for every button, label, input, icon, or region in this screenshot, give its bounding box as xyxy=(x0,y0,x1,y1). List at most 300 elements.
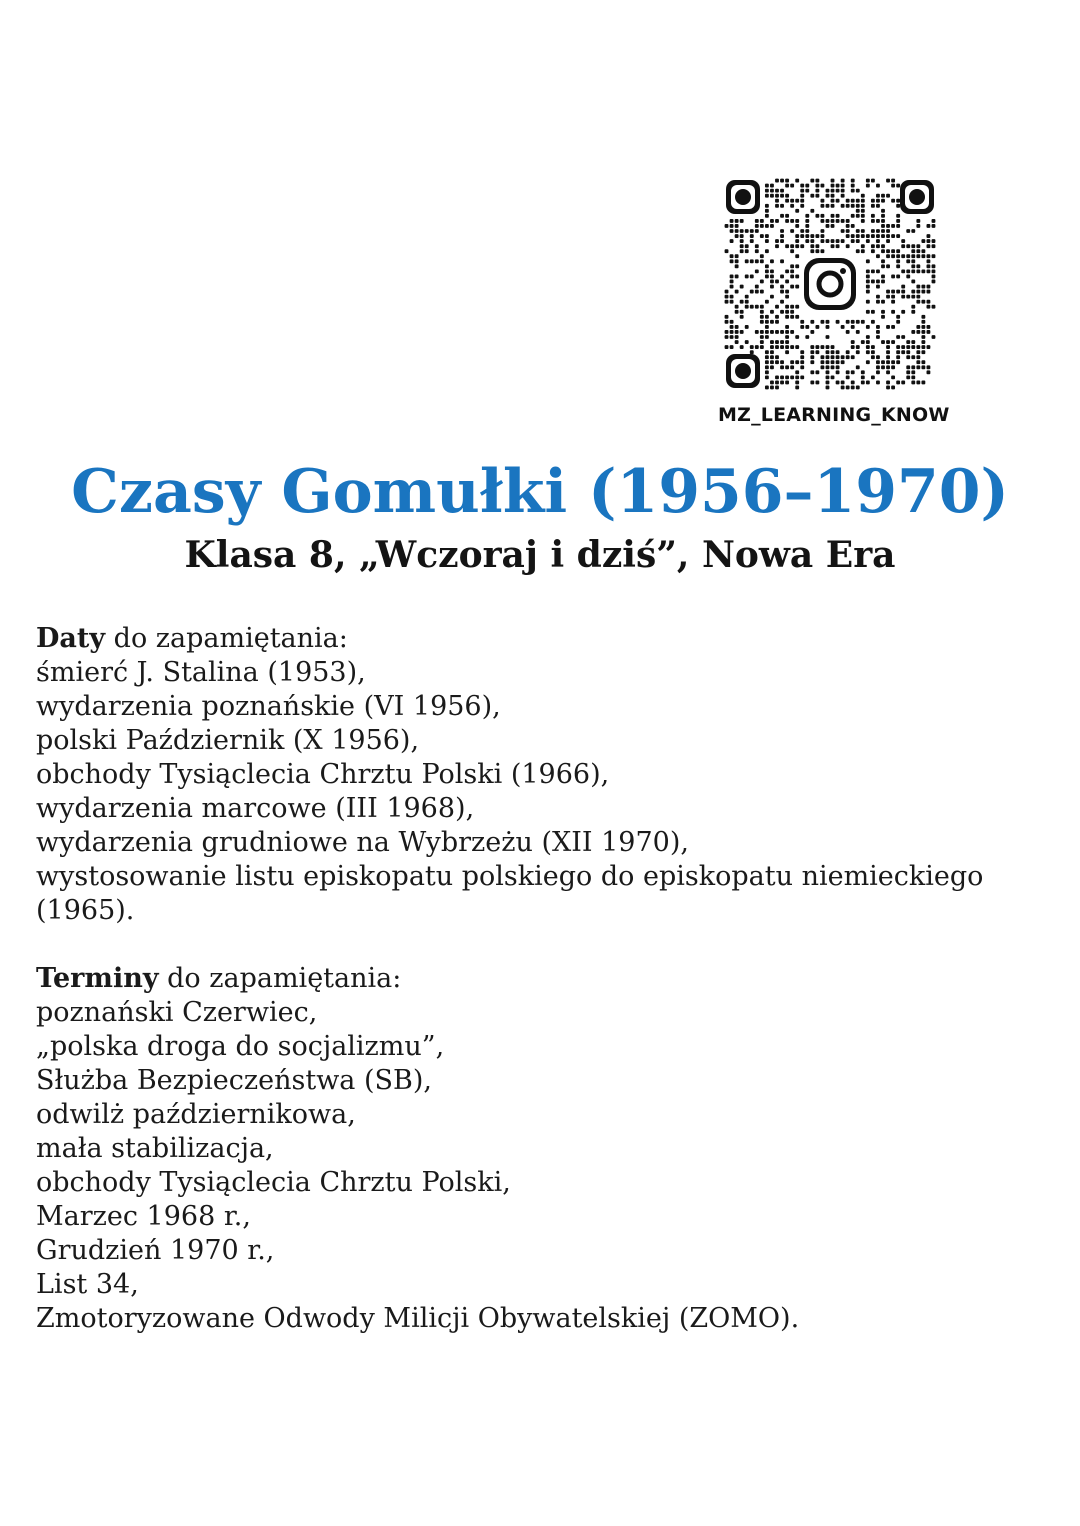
qr-module xyxy=(891,360,895,364)
qr-module xyxy=(906,350,910,354)
qr-module xyxy=(740,234,744,238)
qr-module xyxy=(770,189,774,193)
qr-module xyxy=(795,386,799,390)
qr-module xyxy=(795,305,799,309)
qr-module xyxy=(866,350,870,354)
qr-module xyxy=(775,179,779,183)
qr-module xyxy=(770,355,774,359)
list-item: polski Październik (X 1956), xyxy=(36,725,420,756)
qr-module xyxy=(932,239,936,243)
qr-module xyxy=(770,295,774,299)
qr-module xyxy=(896,355,900,359)
qr-module xyxy=(821,234,825,238)
qr-module xyxy=(755,219,759,223)
qr-module xyxy=(810,179,814,183)
qr-module xyxy=(735,340,739,344)
qr-module xyxy=(851,189,855,193)
list-item: „polska droga do socjalizmu”, xyxy=(36,1031,445,1062)
qr-module xyxy=(896,199,900,203)
qr-module xyxy=(906,295,910,299)
qr-module xyxy=(846,375,850,379)
qr-module xyxy=(800,234,804,238)
qr-module xyxy=(775,239,779,243)
qr-module xyxy=(871,320,875,324)
qr-module xyxy=(821,219,825,223)
qr-module xyxy=(896,249,900,253)
qr-module xyxy=(881,300,885,304)
qr-module xyxy=(871,345,875,349)
qr-module xyxy=(770,184,774,188)
qr-module xyxy=(831,219,835,223)
qr-module xyxy=(770,194,774,198)
qr-module xyxy=(785,194,789,198)
qr-module xyxy=(795,244,799,248)
qr-module xyxy=(770,285,774,289)
qr-module xyxy=(916,330,920,334)
qr-module xyxy=(770,275,774,279)
qr-module xyxy=(755,269,759,273)
qr-module xyxy=(871,179,875,183)
qr-module xyxy=(881,244,885,248)
qr-module xyxy=(775,345,779,349)
qr-module xyxy=(846,386,850,390)
qr-module xyxy=(876,219,880,223)
qr-module xyxy=(775,219,779,223)
qr-module xyxy=(886,179,890,183)
qr-module xyxy=(841,184,845,188)
qr-module xyxy=(795,254,799,258)
qr-module xyxy=(821,214,825,218)
qr-module xyxy=(780,360,784,364)
qr-module xyxy=(775,204,779,208)
qr-module xyxy=(730,229,734,233)
qr-module xyxy=(765,355,769,359)
qr-module xyxy=(785,184,789,188)
qr-module xyxy=(851,239,855,243)
qr-module xyxy=(815,249,819,253)
qr-module xyxy=(735,229,739,233)
qr-module xyxy=(881,340,885,344)
qr-module xyxy=(760,335,764,339)
qr-module xyxy=(856,199,860,203)
qr-module xyxy=(932,244,936,248)
qr-module xyxy=(841,189,845,193)
qr-module xyxy=(750,350,754,354)
qr-module xyxy=(770,320,774,324)
qr-module xyxy=(775,194,779,198)
qr-module xyxy=(871,229,875,233)
qr-module xyxy=(901,285,905,289)
qr-module xyxy=(775,386,779,390)
qr-module xyxy=(841,229,845,233)
qr-module xyxy=(881,275,885,279)
qr-module xyxy=(881,224,885,228)
qr-module xyxy=(821,184,825,188)
qr-module xyxy=(871,375,875,379)
qr-module xyxy=(730,254,734,258)
qr-module xyxy=(876,285,880,289)
qr-module xyxy=(866,234,870,238)
qr-module xyxy=(745,300,749,304)
qr-module xyxy=(760,330,764,334)
qr-module xyxy=(785,280,789,284)
qr-module xyxy=(795,285,799,289)
qr-module xyxy=(891,325,895,329)
list-item: wydarzenia marcowe (III 1968), xyxy=(36,793,475,824)
qr-module xyxy=(745,244,749,248)
qr-module xyxy=(826,204,830,208)
qr-module xyxy=(760,340,764,344)
qr-module xyxy=(886,355,890,359)
qr-module xyxy=(785,244,789,248)
qr-module xyxy=(916,244,920,248)
qr-module xyxy=(861,320,865,324)
qr-module xyxy=(780,375,784,379)
qr-module xyxy=(896,320,900,324)
qr-module xyxy=(911,229,915,233)
qr-module xyxy=(785,325,789,329)
list-item: wystosowanie listu episkopatu polskiego do episkopatu niemieckiego (1965). xyxy=(36,861,984,926)
terms-heading xyxy=(36,962,1046,996)
qr-module xyxy=(851,184,855,188)
qr-module xyxy=(927,259,931,263)
qr-module xyxy=(821,229,825,233)
qr-module xyxy=(821,355,825,359)
qr-module xyxy=(740,239,744,243)
qr-module xyxy=(770,330,774,334)
qr-module xyxy=(735,325,739,329)
qr-module xyxy=(861,340,865,344)
qr-module xyxy=(886,290,890,294)
qr-module xyxy=(851,179,855,183)
qr-module xyxy=(906,269,910,273)
qr-module xyxy=(780,204,784,208)
qr-module xyxy=(795,234,799,238)
qr-module xyxy=(730,325,734,329)
qr-module xyxy=(831,224,835,228)
qr-module xyxy=(896,234,900,238)
qr-module xyxy=(916,345,920,349)
qr-module xyxy=(815,370,819,374)
qr-module xyxy=(815,214,819,218)
list-item: Marzec 1968 r., xyxy=(36,1201,251,1232)
qr-module xyxy=(785,214,789,218)
qr-module xyxy=(765,365,769,369)
qr-module xyxy=(851,345,855,349)
qr-module xyxy=(836,189,840,193)
qr-module xyxy=(861,234,865,238)
qr-module xyxy=(927,264,931,268)
qr-module xyxy=(911,280,915,284)
qr-module xyxy=(851,386,855,390)
qr-module xyxy=(846,244,850,248)
qr-module xyxy=(896,350,900,354)
qr-module xyxy=(916,365,920,369)
qr-module xyxy=(871,244,875,248)
qr-module xyxy=(866,285,870,289)
qr-module xyxy=(856,234,860,238)
qr-module xyxy=(876,199,880,203)
qr-module xyxy=(836,355,840,359)
qr-module xyxy=(725,290,729,294)
qr-module xyxy=(831,375,835,379)
qr-module xyxy=(770,224,774,228)
qr-module xyxy=(805,239,809,243)
qr-module xyxy=(896,335,900,339)
qr-module xyxy=(861,249,865,253)
qr-module xyxy=(821,360,825,364)
qr-module xyxy=(896,264,900,268)
qr-module xyxy=(780,310,784,314)
qr-module xyxy=(831,199,835,203)
qr-module xyxy=(826,360,830,364)
qr-module xyxy=(800,184,804,188)
qr-module xyxy=(780,330,784,334)
qr-module xyxy=(836,381,840,385)
qr-module xyxy=(921,300,925,304)
qr-module xyxy=(750,229,754,233)
qr-module xyxy=(745,340,749,344)
qr-module xyxy=(916,219,920,223)
qr-module xyxy=(921,269,925,273)
qr-module xyxy=(760,290,764,294)
qr-module xyxy=(866,259,870,263)
qr-module xyxy=(876,355,880,359)
qr-module xyxy=(891,365,895,369)
qr-module xyxy=(775,320,779,324)
qr-module xyxy=(725,300,729,304)
qr-module xyxy=(800,360,804,364)
qr-module xyxy=(831,365,835,369)
qr-module xyxy=(795,375,799,379)
qr-module xyxy=(755,305,759,309)
qr-module xyxy=(906,375,910,379)
qr-module xyxy=(881,234,885,238)
qr-module xyxy=(851,214,855,218)
qr-module xyxy=(921,381,925,385)
qr-module xyxy=(906,340,910,344)
qr-module xyxy=(891,224,895,228)
qr-module xyxy=(846,229,850,233)
qr-module xyxy=(745,305,749,309)
qr-module xyxy=(730,335,734,339)
qr-module xyxy=(831,194,835,198)
qr-module xyxy=(927,285,931,289)
qr-module xyxy=(836,214,840,218)
qr-module xyxy=(805,325,809,329)
qr-module xyxy=(831,350,835,354)
qr-module xyxy=(876,234,880,238)
qr-module xyxy=(896,290,900,294)
qr-module xyxy=(800,375,804,379)
qr-module xyxy=(785,381,789,385)
qr-module xyxy=(886,264,890,268)
qr-module xyxy=(861,244,865,248)
list-item: mała stabilizacja, xyxy=(36,1133,274,1164)
qr-module xyxy=(881,365,885,369)
qr-module xyxy=(730,239,734,243)
qr-module xyxy=(846,370,850,374)
qr-module xyxy=(826,350,830,354)
list-item: Zmotoryzowane Odwody Milicji Obywatelskiej (ZOMO). xyxy=(36,1303,800,1334)
qr-module xyxy=(871,204,875,208)
qr-module xyxy=(750,259,754,263)
qr-module xyxy=(921,330,925,334)
qr-module xyxy=(876,194,880,198)
qr-module xyxy=(876,360,880,364)
qr-module xyxy=(760,254,764,258)
qr-module xyxy=(790,269,794,273)
qr-module xyxy=(856,214,860,218)
qr-module xyxy=(886,239,890,243)
qr-module xyxy=(886,360,890,364)
qr-module xyxy=(866,179,870,183)
qr-module xyxy=(795,219,799,223)
qr-module xyxy=(800,204,804,208)
qr-module xyxy=(866,275,870,279)
qr-module xyxy=(740,244,744,248)
qr-module xyxy=(775,375,779,379)
qr-module xyxy=(891,184,895,188)
qr-module xyxy=(901,345,905,349)
qr-module xyxy=(730,320,734,324)
qr-module xyxy=(876,204,880,208)
qr-module xyxy=(826,224,830,228)
qr-module xyxy=(886,194,890,198)
qr-module xyxy=(765,249,769,253)
qr-module xyxy=(735,259,739,263)
qr-module xyxy=(765,269,769,273)
qr-module xyxy=(831,184,835,188)
qr-module xyxy=(916,254,920,258)
qr-module xyxy=(735,234,739,238)
qr-module xyxy=(765,386,769,390)
terms-section xyxy=(36,962,1046,1336)
qr-module xyxy=(735,335,739,339)
qr-module xyxy=(916,295,920,299)
qr-module xyxy=(896,214,900,218)
list-item: Grudzień 1970 r., xyxy=(36,1235,275,1266)
qr-module xyxy=(730,295,734,299)
qr-module xyxy=(901,254,905,258)
qr-module xyxy=(901,335,905,339)
qr-module xyxy=(856,209,860,213)
qr-module xyxy=(886,370,890,374)
qr-module xyxy=(866,290,870,294)
qr-module xyxy=(911,365,915,369)
qr-module xyxy=(891,254,895,258)
qr-module xyxy=(821,239,825,243)
qr-module xyxy=(921,290,925,294)
qr-module xyxy=(730,280,734,284)
qr-module xyxy=(846,350,850,354)
qr-module xyxy=(765,315,769,319)
qr-module xyxy=(760,224,764,228)
qr-module xyxy=(841,360,845,364)
qr-module xyxy=(730,224,734,228)
qr-module xyxy=(881,264,885,268)
qr-module xyxy=(856,330,860,334)
qr-module xyxy=(826,219,830,223)
list-item: List 34, xyxy=(36,1269,139,1300)
qr-module xyxy=(921,239,925,243)
qr-module xyxy=(856,249,860,253)
qr-module xyxy=(871,310,875,314)
qr-module xyxy=(815,325,819,329)
qr-module xyxy=(876,335,880,339)
qr-module xyxy=(856,320,860,324)
qr-module xyxy=(916,300,920,304)
qr-module xyxy=(876,330,880,334)
qr-module xyxy=(775,355,779,359)
qr-module xyxy=(795,239,799,243)
qr-module xyxy=(876,244,880,248)
qr-module xyxy=(841,381,845,385)
qr-module xyxy=(846,234,850,238)
qr-module xyxy=(780,365,784,369)
qr-module xyxy=(790,249,794,253)
qr-module xyxy=(790,330,794,334)
qr-module xyxy=(780,259,784,263)
qr-module xyxy=(901,290,905,294)
qr-module xyxy=(861,209,865,213)
qr-module xyxy=(790,305,794,309)
qr-module xyxy=(886,249,890,253)
qr-module xyxy=(831,239,835,243)
qr-module xyxy=(735,275,739,279)
qr-module xyxy=(851,370,855,374)
qr-module xyxy=(866,335,870,339)
qr-module xyxy=(841,194,845,198)
qr-module xyxy=(765,209,769,213)
qr-module xyxy=(846,224,850,228)
qr-module xyxy=(821,345,825,349)
qr-module xyxy=(876,381,880,385)
qr-module xyxy=(755,229,759,233)
qr-module xyxy=(805,229,809,233)
qr-module xyxy=(841,179,845,183)
qr-module xyxy=(861,204,865,208)
qr-module xyxy=(785,310,789,314)
qr-module xyxy=(790,184,794,188)
qr-module xyxy=(730,330,734,334)
qr-module xyxy=(831,189,835,193)
qr-module xyxy=(810,360,814,364)
qr-module xyxy=(851,355,855,359)
page-title: Czasy Gomułki (1956–1970) xyxy=(71,457,1009,527)
qr-module xyxy=(775,189,779,193)
qr-module xyxy=(846,320,850,324)
list-item: obchody Tysiąclecia Chrztu Polski (1966), xyxy=(36,759,610,790)
qr-module xyxy=(911,244,915,248)
qr-module xyxy=(901,381,905,385)
qr-module xyxy=(876,295,880,299)
qr-module xyxy=(891,340,895,344)
qr-module xyxy=(785,179,789,183)
qr-module xyxy=(927,305,931,309)
qr-module xyxy=(921,360,925,364)
instagram-qr-code[interactable] xyxy=(724,178,936,390)
qr-module xyxy=(755,330,759,334)
qr-module xyxy=(841,204,845,208)
qr-module xyxy=(795,381,799,385)
qr-module xyxy=(810,381,814,385)
qr-module xyxy=(735,219,739,223)
qr-module xyxy=(745,229,749,233)
qr-module xyxy=(725,295,729,299)
qr-module xyxy=(856,350,860,354)
qr-module xyxy=(927,370,931,374)
